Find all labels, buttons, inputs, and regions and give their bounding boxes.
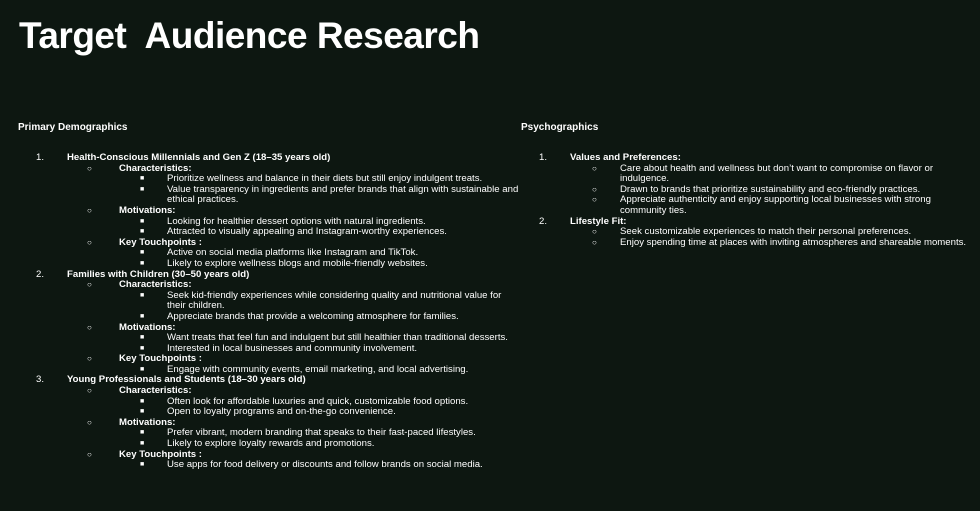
circle-bullet-icon: ○ bbox=[592, 163, 597, 173]
list-item-text: Prioritize wellness and balance in their diets but still enjoy indulgent treats. bbox=[167, 173, 483, 185]
subsection-label: Key Touchpoints : bbox=[119, 448, 202, 460]
circle-bullet-icon: ○ bbox=[87, 322, 92, 332]
demographic-group-label: Families with Children (30–50 years old) bbox=[67, 268, 250, 280]
subsection bbox=[67, 206, 518, 217]
psychographic-group-label: Lifestyle Fit: bbox=[570, 215, 627, 227]
list-item-text: Enjoy spending time at places with inviting atmospheres and shareable moments. bbox=[620, 236, 967, 248]
square-bullet-icon: ■ bbox=[140, 228, 145, 236]
square-bullet-icon: ■ bbox=[140, 397, 145, 405]
list-item-text: Want treats that feel fun and indulgent but still healthier than traditional desserts. bbox=[167, 332, 508, 344]
square-bullet-icon: ■ bbox=[140, 185, 145, 193]
square-bullet-icon: ■ bbox=[140, 217, 145, 225]
subsection-label: Motivations: bbox=[119, 204, 176, 216]
subsection-label: Motivations: bbox=[119, 321, 176, 333]
square-bullet-icon: ■ bbox=[140, 259, 145, 267]
list-number: 2. bbox=[36, 268, 45, 280]
list-item bbox=[570, 238, 976, 249]
list-item bbox=[119, 312, 518, 323]
subsection-label: Characteristics: bbox=[119, 385, 192, 397]
square-bullet-icon: ■ bbox=[140, 334, 145, 342]
square-bullet-icon: ■ bbox=[140, 429, 145, 437]
list-item-text: Engage with community events, email marketing, and local advertising. bbox=[167, 363, 469, 375]
square-bullet-icon: ■ bbox=[140, 175, 145, 183]
list-item-text: Seek customizable experiences to match their personal preferences. bbox=[620, 226, 912, 238]
subsection-label: Characteristics: bbox=[119, 162, 192, 174]
subsection-label: Key Touchpoints : bbox=[119, 236, 202, 248]
circle-bullet-icon: ○ bbox=[87, 205, 92, 215]
square-bullet-icon: ■ bbox=[140, 312, 145, 320]
circle-bullet-icon: ○ bbox=[592, 227, 597, 237]
list-item-text: Care about health and wellness but don’t want to compromise on flavor or indulgence. bbox=[620, 162, 934, 185]
list-item-text: Appreciate authenticity and enjoy supporting local businesses with strong community ties. bbox=[620, 194, 931, 216]
list-item bbox=[570, 195, 976, 216]
square-bullet-icon: ■ bbox=[140, 408, 145, 416]
list-item-text: Attracted to visually appealing and Instagram-worthy experiences. bbox=[167, 226, 447, 238]
psychographics-heading: Psychographics bbox=[521, 122, 599, 133]
square-bullet-icon: ■ bbox=[140, 249, 145, 257]
list-item bbox=[119, 460, 518, 471]
list-item-text: Looking for healthier dessert options with natural ingredients. bbox=[167, 215, 426, 227]
circle-bullet-icon: ○ bbox=[87, 237, 92, 247]
circle-bullet-icon: ○ bbox=[592, 237, 597, 247]
list-item-text: Active on social media platforms like Instagram and TikTok. bbox=[167, 247, 419, 259]
list-item-text: Open to loyalty programs and on-the-go convenience. bbox=[167, 406, 396, 418]
circle-bullet-icon: ○ bbox=[87, 354, 92, 364]
subsection-label: Motivations: bbox=[119, 416, 176, 428]
list-item bbox=[119, 291, 519, 312]
demographic-group bbox=[18, 375, 518, 386]
page-title: Target Audience Research bbox=[19, 15, 480, 56]
list-item bbox=[570, 164, 976, 185]
square-bullet-icon: ■ bbox=[140, 461, 145, 469]
list-item-text: Use apps for food delivery or discounts and follow brands on social media. bbox=[167, 459, 483, 471]
psychographic-group-label: Values and Preferences: bbox=[570, 152, 681, 163]
subsection-label: Characteristics: bbox=[119, 279, 192, 291]
list-item bbox=[119, 185, 519, 206]
subsection-label: Key Touchpoints : bbox=[119, 353, 202, 365]
circle-bullet-icon: ○ bbox=[87, 280, 92, 290]
psychographics-section bbox=[521, 123, 976, 248]
list-item-text: Seek kid-friendly experiences while considering quality and nutritional value for their children. bbox=[167, 289, 502, 312]
psychographic-group bbox=[521, 153, 976, 164]
circle-bullet-icon: ○ bbox=[87, 449, 92, 459]
circle-bullet-icon: ○ bbox=[87, 163, 92, 173]
primary-demographics-heading: Primary Demographics bbox=[18, 122, 128, 133]
demographic-group-label: Health-Conscious Millennials and Gen Z (18–35 years old) bbox=[67, 152, 331, 163]
list-item-text: Appreciate brands that provide a welcoming atmosphere for families. bbox=[167, 310, 459, 322]
list-item-text: Likely to explore loyalty rewards and promotions. bbox=[167, 438, 375, 450]
list-number: 3. bbox=[36, 374, 45, 386]
list-number: 1. bbox=[36, 152, 45, 163]
square-bullet-icon: ■ bbox=[140, 440, 145, 448]
circle-bullet-icon: ○ bbox=[87, 386, 92, 396]
list-item-text: Prefer vibrant, modern branding that speaks to their fast-paced lifestyles. bbox=[167, 427, 476, 439]
demographic-group bbox=[18, 270, 518, 281]
list-number: 2. bbox=[539, 215, 548, 227]
list-item-text: Interested in local businesses and community involvement. bbox=[167, 342, 418, 354]
circle-bullet-icon: ○ bbox=[592, 184, 597, 194]
list-item-text: Often look for affordable luxuries and quick, customizable food options. bbox=[167, 395, 469, 407]
list-number: 1. bbox=[539, 152, 548, 163]
square-bullet-icon: ■ bbox=[140, 291, 145, 299]
list-item-text: Value transparency in ingredients and prefer brands that align with sustainable and ethical practices. bbox=[167, 183, 519, 206]
list-item-text: Likely to explore wellness blogs and mobile-friendly websites. bbox=[167, 257, 428, 269]
circle-bullet-icon: ○ bbox=[87, 417, 92, 427]
circle-bullet-icon: ○ bbox=[592, 195, 597, 205]
list-item bbox=[119, 407, 518, 418]
demographic-group bbox=[18, 153, 518, 164]
square-bullet-icon: ■ bbox=[140, 344, 145, 352]
list-item-text: Drawn to brands that prioritize sustainability and eco-friendly practices. bbox=[620, 183, 921, 195]
square-bullet-icon: ■ bbox=[140, 365, 145, 373]
demographic-group-label: Young Professionals and Students (18–30 years old) bbox=[67, 374, 306, 386]
primary-demographics-section bbox=[18, 123, 518, 471]
